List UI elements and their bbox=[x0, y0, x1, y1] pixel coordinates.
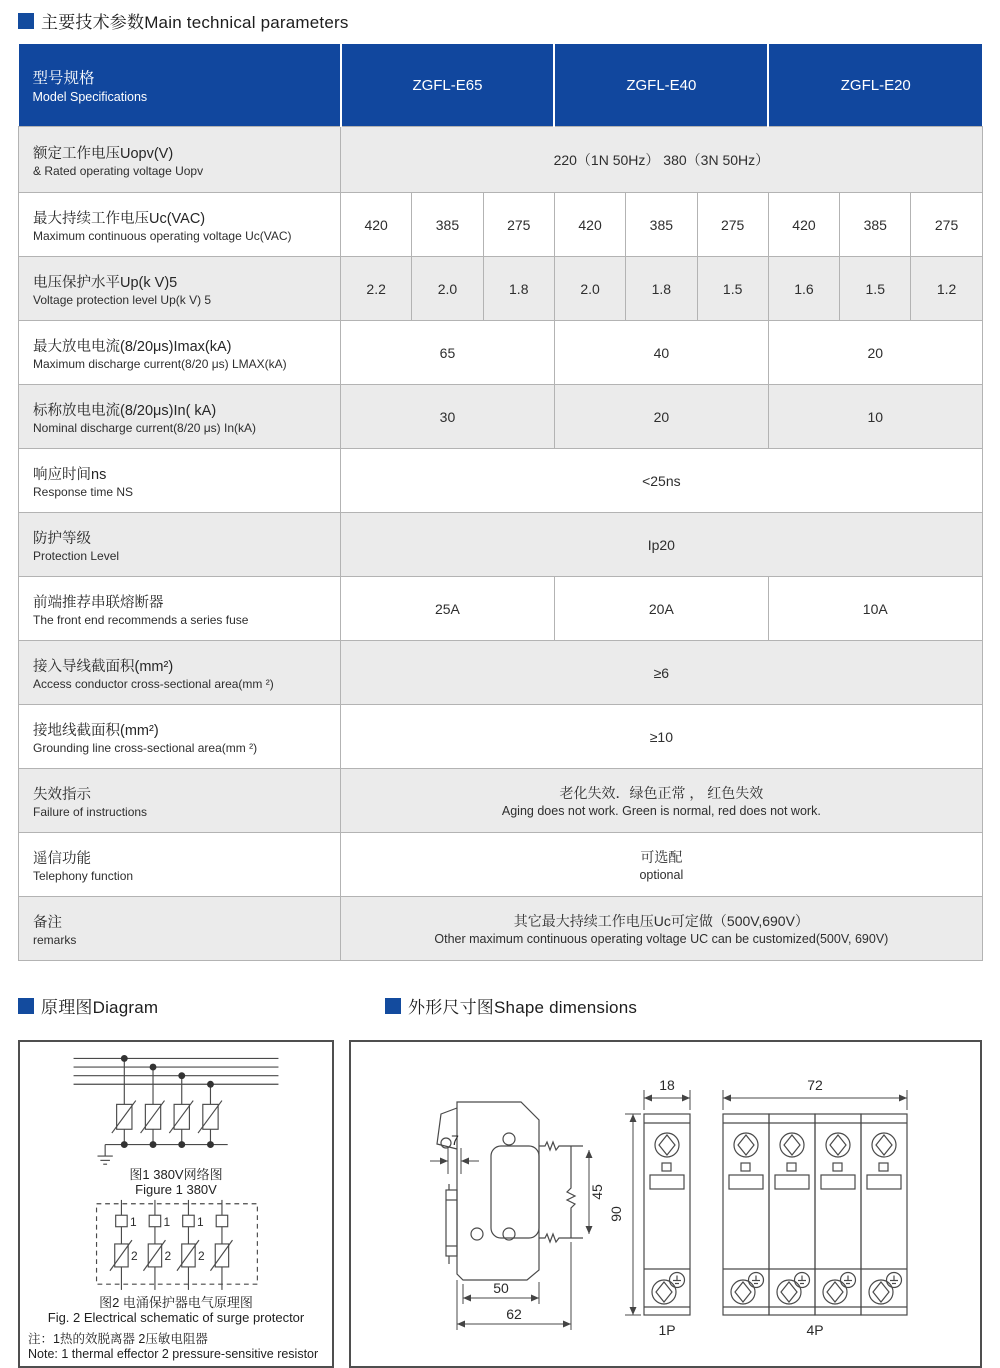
diagram-title: 原理图Diagram bbox=[41, 998, 159, 1017]
header-model-en: Model Specifications bbox=[32, 90, 148, 104]
header-model-spec-cell bbox=[19, 44, 341, 127]
page-title: 主要技术参数Main technical parameters bbox=[41, 13, 349, 32]
row-label-zh: 标称放电电流(8/20μs)In( kA) bbox=[33, 402, 217, 419]
row-label-zh: 接入导线截面积(mm²) bbox=[33, 658, 174, 675]
row-label-cell bbox=[19, 449, 341, 513]
row-label-cell bbox=[19, 257, 341, 321]
row-label-en: & Rated operating voltage Uopv bbox=[33, 163, 204, 178]
table-row bbox=[19, 769, 983, 833]
varistor-label: 2 bbox=[164, 1249, 172, 1264]
diagram-note-zh: 注：1热的效脱离器 2压敏电阻器 bbox=[28, 1331, 208, 1346]
table-row bbox=[19, 641, 983, 705]
thermal-effector-label: 1 bbox=[130, 1214, 137, 1229]
spec-table bbox=[18, 44, 983, 961]
row-label-cell bbox=[19, 193, 341, 257]
fig1-varistor-branches bbox=[105, 1058, 228, 1144]
row-label-cell bbox=[19, 641, 341, 705]
title-bullet-icon bbox=[18, 13, 34, 29]
table-row bbox=[19, 897, 983, 961]
spec-value-cell: 1.8 bbox=[483, 257, 554, 321]
spec-value-cell: 10 bbox=[768, 385, 982, 449]
row-label-en: Maximum continuous operating voltage Uc(VAC) bbox=[33, 228, 292, 243]
row-label-en: Telephony function bbox=[33, 868, 134, 883]
figure2-caption-en: Fig. 2 Electrical schematic of surge protector bbox=[47, 1310, 305, 1326]
table-row bbox=[19, 833, 983, 897]
circuit-diagram-box bbox=[18, 1040, 334, 1368]
row-label-en: Voltage protection level Up(k V) 5 bbox=[33, 292, 212, 307]
spec-value-cell: 2.2 bbox=[341, 257, 412, 321]
diagram-note-en: Note: 1 thermal effector 2 pressure-sensitive resistor bbox=[28, 1347, 319, 1362]
table-row bbox=[19, 449, 983, 513]
spec-value-cell: 40 bbox=[554, 321, 768, 385]
dim-62: 62 bbox=[506, 1306, 522, 1322]
fig1-phase-lines bbox=[74, 1058, 279, 1084]
spec-value-cell: 1.5 bbox=[697, 257, 768, 321]
title-bullet-icon bbox=[385, 998, 401, 1014]
row-label-zh: 遥信功能 bbox=[33, 850, 91, 867]
spec-value-cell: 275 bbox=[483, 193, 554, 257]
dim-50: 50 bbox=[493, 1280, 509, 1296]
row-label-en: Grounding line cross-sectional area(mm ²) bbox=[33, 740, 258, 755]
dim-18: 18 bbox=[659, 1077, 675, 1093]
row-label-en: The front end recommends a series fuse bbox=[33, 612, 249, 627]
header-model-zgfl-e40: ZGFL-E40 bbox=[554, 44, 768, 127]
spec-value-cell: 20 bbox=[768, 321, 982, 385]
diagram-note bbox=[22, 1332, 330, 1363]
front-view-4p bbox=[723, 1077, 907, 1338]
row-label-zh: 接地线截面积(mm²) bbox=[33, 722, 159, 739]
row-label-cell bbox=[19, 321, 341, 385]
spec-value-cell: 420 bbox=[341, 193, 412, 257]
figure2-caption-zh: 图2 电涌保护器电气原理图 bbox=[99, 1294, 253, 1310]
row-label-en: Protection Level bbox=[33, 548, 120, 563]
table-row bbox=[19, 321, 983, 385]
spec-value-cell: 385 bbox=[626, 193, 697, 257]
spec-value-cell: 2.0 bbox=[554, 257, 625, 321]
row-label-en: Access conductor cross-sectional area(mm ²) bbox=[33, 676, 274, 691]
table-row bbox=[19, 193, 983, 257]
spec-value-zh: 其它最大持续工作电压Uc可定做（500V,690V） bbox=[513, 913, 809, 929]
shape-dimensions-box bbox=[349, 1040, 982, 1368]
row-label-zh: 前端推荐串联熔断器 bbox=[33, 594, 164, 611]
row-label-cell bbox=[19, 769, 341, 833]
table-row bbox=[19, 577, 983, 641]
spec-value-cell: Ip20 bbox=[341, 513, 983, 577]
label-1p: 1P bbox=[658, 1322, 676, 1338]
table-row bbox=[19, 127, 983, 193]
spec-value-cell bbox=[341, 897, 983, 961]
front-view-1p bbox=[608, 1077, 690, 1338]
spec-value-en: Other maximum continuous operating voltage UC can be customized(500V, 690V) bbox=[434, 932, 889, 946]
table-header-row bbox=[19, 44, 983, 127]
spec-value-cell bbox=[341, 769, 983, 833]
spec-value-cell: 30 bbox=[341, 385, 555, 449]
title-bullet-icon bbox=[18, 998, 34, 1014]
spec-value-cell: <25ns bbox=[341, 449, 983, 513]
spec-value-cell: 420 bbox=[768, 193, 839, 257]
shape-section-title bbox=[385, 993, 637, 1018]
row-label-en: Response time NS bbox=[33, 484, 134, 499]
spec-value-cell: 275 bbox=[911, 193, 982, 257]
table-row bbox=[19, 705, 983, 769]
row-label-zh: 最大放电电流(8/20μs)Imax(kA) bbox=[33, 338, 232, 355]
table-row bbox=[19, 257, 983, 321]
figure2-schematic-diagram bbox=[22, 1198, 330, 1294]
shape-dimensions-drawing bbox=[351, 1042, 980, 1366]
dim-90: 90 bbox=[608, 1206, 624, 1222]
spec-value-cell: 1.2 bbox=[911, 257, 982, 321]
label-4p: 4P bbox=[806, 1322, 824, 1338]
row-label-zh: 失效指示 bbox=[33, 786, 91, 803]
spec-value-cell bbox=[341, 833, 983, 897]
bottom-boxes bbox=[18, 1040, 982, 1368]
spec-value-cell: 385 bbox=[412, 193, 483, 257]
spec-value-cell: 20A bbox=[554, 577, 768, 641]
row-label-zh: 备注 bbox=[33, 914, 62, 931]
spec-value-cell: 220（1N 50Hz） 380（3N 50Hz） bbox=[341, 127, 983, 193]
row-label-zh: 响应时间ns bbox=[33, 466, 107, 483]
spec-value-cell: 385 bbox=[840, 193, 911, 257]
spec-value-cell: 2.0 bbox=[412, 257, 483, 321]
row-label-en: Nominal discharge current(8/20 μs) In(kA) bbox=[33, 420, 256, 435]
table-row bbox=[19, 385, 983, 449]
row-label-cell bbox=[19, 513, 341, 577]
row-label-cell bbox=[19, 833, 341, 897]
row-label-zh: 电压保护水平Up(k V)5 bbox=[33, 274, 178, 291]
figure1-network-diagram bbox=[22, 1045, 330, 1166]
dim-7: 7 bbox=[451, 1132, 459, 1148]
main-section-title bbox=[18, 8, 982, 33]
thermal-effector-label: 1 bbox=[197, 1214, 204, 1229]
fig2-branches bbox=[110, 1200, 233, 1290]
row-label-en: remarks bbox=[33, 932, 77, 947]
dim-45: 45 bbox=[589, 1184, 605, 1200]
row-label-cell bbox=[19, 897, 341, 961]
row-label-cell bbox=[19, 127, 341, 193]
row-label-cell bbox=[19, 385, 341, 449]
spec-value-cell: 65 bbox=[341, 321, 555, 385]
spec-value-zh: 可选配 bbox=[640, 849, 683, 865]
spec-value-zh: 老化失效．绿色正常 ， 红色失效 bbox=[559, 785, 764, 801]
header-model-zgfl-e65: ZGFL-E65 bbox=[341, 44, 555, 127]
varistor-label: 2 bbox=[131, 1249, 138, 1264]
spec-value-cell: 20 bbox=[554, 385, 768, 449]
spec-value-cell: 1.8 bbox=[626, 257, 697, 321]
spec-value-cell: 420 bbox=[554, 193, 625, 257]
row-label-en: Maximum discharge current(8/20 μs) LMAX(kA) bbox=[33, 356, 287, 371]
spec-value-cell: 275 bbox=[697, 193, 768, 257]
side-view-dimensions bbox=[430, 1148, 589, 1330]
spec-value-cell: 1.5 bbox=[840, 257, 911, 321]
header-model-zgfl-e20: ZGFL-E20 bbox=[768, 44, 982, 127]
table-row bbox=[19, 513, 983, 577]
spec-value-en: optional bbox=[639, 868, 684, 882]
row-label-zh: 防护等级 bbox=[33, 530, 91, 547]
dim-72: 72 bbox=[807, 1077, 823, 1093]
spec-value-cell: 1.6 bbox=[768, 257, 839, 321]
side-profile-view bbox=[430, 1102, 605, 1330]
row-label-zh: 额定工作电压Uopv(V) bbox=[33, 145, 174, 162]
figure1-caption-zh: 图1 380V网络图 bbox=[129, 1166, 223, 1182]
spec-value-en: Aging does not work. Green is normal, red does not work. bbox=[501, 804, 821, 818]
row-label-cell bbox=[19, 705, 341, 769]
thermal-effector-label: 1 bbox=[163, 1214, 171, 1229]
ground-icon bbox=[97, 1145, 112, 1165]
header-model-zh: 型号规格 bbox=[32, 70, 95, 87]
shape-title: 外形尺寸图Shape dimensions bbox=[408, 998, 638, 1017]
diagram-heading-slot bbox=[18, 993, 385, 1018]
bottom-section-headings bbox=[18, 993, 982, 1018]
figure1-caption bbox=[129, 1167, 222, 1198]
spec-value-cell: ≥6 bbox=[341, 641, 983, 705]
varistor-label: 2 bbox=[198, 1249, 205, 1264]
figure2-caption bbox=[48, 1295, 305, 1326]
spec-value-cell: 10A bbox=[768, 577, 982, 641]
row-label-en: Failure of instructions bbox=[33, 804, 148, 819]
row-label-cell bbox=[19, 577, 341, 641]
shape-heading-slot bbox=[385, 993, 637, 1018]
diagram-section-title bbox=[18, 993, 385, 1018]
spec-value-cell: 25A bbox=[341, 577, 555, 641]
spec-value-cell: ≥10 bbox=[341, 705, 983, 769]
row-label-zh: 最大持续工作电压Uc(VAC) bbox=[33, 210, 206, 227]
figure1-caption-en: Figure 1 380V bbox=[135, 1182, 217, 1198]
